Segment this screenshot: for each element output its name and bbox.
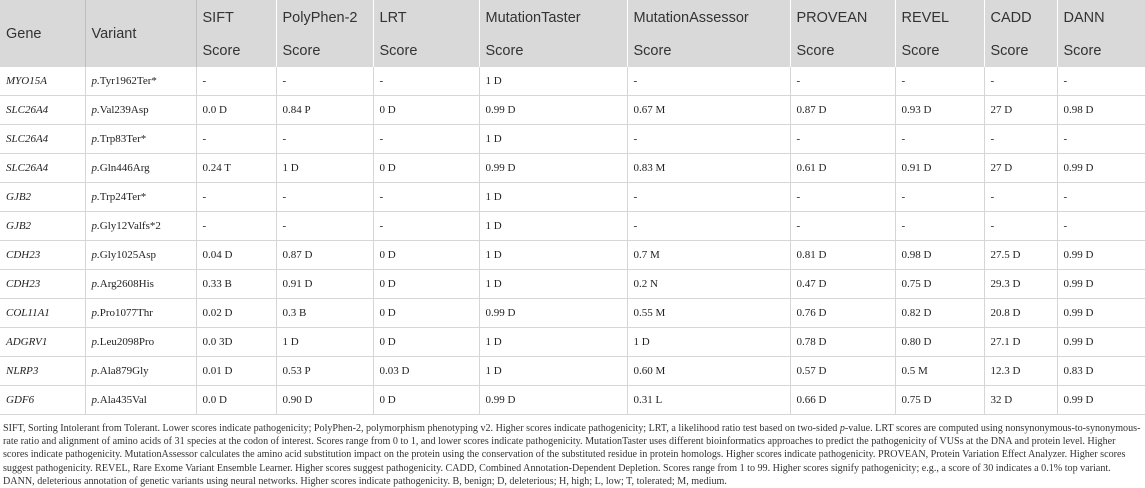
score-cell: - — [790, 183, 895, 212]
score-cell: 0 D — [373, 328, 479, 357]
score-cell: 0.31 L — [627, 386, 790, 415]
score-cell: 0.7 M — [627, 241, 790, 270]
score-cell: 0.0 D — [196, 96, 276, 125]
score-cell: 0.78 D — [790, 328, 895, 357]
score-cell: 1 D — [479, 67, 627, 96]
variant-cell — [85, 328, 196, 357]
score-cell: - — [196, 67, 276, 96]
score-cell: 0.3 B — [276, 299, 373, 328]
score-cell: 0.61 D — [790, 154, 895, 183]
variant-name: Gly1025Asp — [99, 249, 156, 261]
col-header-polyphen2: PolyPhen-2 — [276, 0, 373, 35]
variant-cell — [85, 212, 196, 241]
table-row — [0, 67, 1145, 96]
table-row — [0, 386, 1145, 415]
variant-prefix: p. — [91, 336, 100, 348]
variant-name: Ala435Val — [99, 394, 147, 406]
table-row — [0, 154, 1145, 183]
score-cell: 1 D — [276, 328, 373, 357]
score-cell: - — [196, 125, 276, 154]
table-row — [0, 212, 1145, 241]
score-subheader: Score — [627, 35, 790, 67]
score-cell: 0.60 M — [627, 357, 790, 386]
score-cell: 29.3 D — [984, 270, 1057, 299]
variant-name: Val239Asp — [99, 104, 149, 116]
score-cell: 27 D — [984, 96, 1057, 125]
variant-name: Arg2608His — [99, 278, 154, 290]
header-row — [0, 0, 1145, 35]
gene-cell: GJB2 — [0, 212, 85, 241]
score-cell: 1 D — [479, 357, 627, 386]
score-cell: 0.99 D — [1057, 299, 1145, 328]
score-cell: 0.99 D — [1057, 386, 1145, 415]
score-cell: 0.01 D — [196, 357, 276, 386]
col-header-gene: Gene — [0, 0, 85, 67]
table-body — [0, 67, 1145, 415]
variant-prefix: p. — [91, 220, 100, 232]
table-row — [0, 125, 1145, 154]
score-cell: - — [984, 67, 1057, 96]
score-cell: 0.87 D — [790, 96, 895, 125]
col-header-dann: DANN — [1057, 0, 1145, 35]
col-header-provean: PROVEAN — [790, 0, 895, 35]
table-row — [0, 241, 1145, 270]
table-row — [0, 328, 1145, 357]
variant-cell — [85, 125, 196, 154]
score-cell: 0.47 D — [790, 270, 895, 299]
score-cell: 27.1 D — [984, 328, 1057, 357]
variant-cell — [85, 357, 196, 386]
score-cell: 0.67 M — [627, 96, 790, 125]
score-cell: - — [196, 212, 276, 241]
score-cell: 0 D — [373, 299, 479, 328]
footnote-p-italic: p — [839, 423, 845, 434]
score-cell: 0.75 D — [895, 270, 984, 299]
score-cell: - — [895, 125, 984, 154]
variant-prefix: p. — [91, 249, 100, 261]
score-subheader: Score — [276, 35, 373, 67]
score-cell: 0.83 M — [627, 154, 790, 183]
table-row — [0, 299, 1145, 328]
table-row — [0, 183, 1145, 212]
variant-prefix: p. — [91, 365, 100, 377]
score-cell: 0.80 D — [895, 328, 984, 357]
score-cell: 0.0 3D — [196, 328, 276, 357]
col-header-mutationassessor: MutationAssessor — [627, 0, 790, 35]
variant-prefix: p. — [91, 133, 100, 145]
score-cell: 0.55 M — [627, 299, 790, 328]
score-subheader: Score — [196, 35, 276, 67]
gene-cell: COL11A1 — [0, 299, 85, 328]
score-cell: 0.90 D — [276, 386, 373, 415]
score-cell: 0.33 B — [196, 270, 276, 299]
variant-name: Gly12Valfs*2 — [99, 220, 161, 232]
variant-name: Trp83Ter* — [99, 133, 147, 145]
score-cell: - — [1057, 67, 1145, 96]
score-cell: - — [1057, 125, 1145, 154]
score-cell: 0.75 D — [895, 386, 984, 415]
score-cell: 1 D — [479, 241, 627, 270]
variant-prefix: p. — [91, 162, 100, 174]
score-cell: 0.99 D — [1057, 241, 1145, 270]
score-cell: - — [984, 183, 1057, 212]
variant-cell — [85, 299, 196, 328]
col-header-sift: SIFT — [196, 0, 276, 35]
table-row — [0, 270, 1145, 299]
col-header-variant: Variant — [85, 0, 196, 67]
score-cell: - — [1057, 183, 1145, 212]
score-cell: 1 D — [276, 154, 373, 183]
variant-prefix: p. — [91, 104, 100, 116]
score-cell: 0.57 D — [790, 357, 895, 386]
gene-cell: CDH23 — [0, 270, 85, 299]
score-cell: 0 D — [373, 96, 479, 125]
score-cell: 0.91 D — [895, 154, 984, 183]
gene-cell: ADGRV1 — [0, 328, 85, 357]
score-cell: 1 D — [627, 328, 790, 357]
score-cell: 1 D — [479, 328, 627, 357]
gene-cell: MYO15A — [0, 67, 85, 96]
score-cell: 1 D — [479, 212, 627, 241]
variant-name: Ala879Gly — [99, 365, 149, 377]
score-cell: - — [276, 67, 373, 96]
score-cell: 0.99 D — [479, 154, 627, 183]
table-row — [0, 96, 1145, 125]
variant-name: Tyr1962Ter* — [99, 75, 157, 87]
col-header-cadd: CADD — [984, 0, 1057, 35]
score-cell: - — [790, 212, 895, 241]
gene-cell: SLC26A4 — [0, 96, 85, 125]
score-cell: 1 D — [479, 183, 627, 212]
variant-name: Gln446Arg — [99, 162, 150, 174]
score-cell: 0.91 D — [276, 270, 373, 299]
score-cell: 0.53 P — [276, 357, 373, 386]
score-cell: - — [627, 125, 790, 154]
score-cell: - — [373, 212, 479, 241]
score-cell: 0.99 D — [1057, 270, 1145, 299]
footnote-text-2: -value. LRT scores are computed using nonsynonymous-to-synonymous-rate ratio and alignment of amino acids of 31 species at the codon of interest. Scores range from 0 to 1, and lower scores indicate pathogenicity. MutationTaster uses different bioinformatics approaches to predict the pathogenicity of VUSs at the DNA and protein level. Higher scores indicate pathogenicity. MutationAssessor calculates the amino acid substitution impact on the protein using the conservation of the substituted residue in protein homologs. Higher scores indicate pathogenicity. PROVEAN, Protein Variation Effect Analyzer. Higher scores suggest pathogenicity. REVEL, Rare Exome Variant Ensemble Learner. Higher scores suggest pathogenicity. CADD, Combined Annotation-Dependent Depletion. Scores range from 1 to 99. Higher scores signify pathogenicity; e.g., a score of 30 indicates a 0.1% top variant. DANN, deleterious annotation of genetic variants using neural networks. Higher scores indicate pathogenicity. B, benign; D, deleterious; H, high; L, low; T, tolerated; M, medium. — [3, 423, 1141, 487]
gene-cell: CDH23 — [0, 241, 85, 270]
variant-name: Leu2098Pro — [99, 336, 155, 348]
score-cell: - — [276, 125, 373, 154]
gene-cell: NLRP3 — [0, 357, 85, 386]
score-cell: 27 D — [984, 154, 1057, 183]
score-cell: - — [627, 67, 790, 96]
score-subheader: Score — [479, 35, 627, 67]
score-cell: - — [373, 183, 479, 212]
variant-prefix: p. — [91, 191, 100, 203]
score-cell: 0.99 D — [479, 96, 627, 125]
score-cell: - — [373, 67, 479, 96]
score-cell: 0.2 N — [627, 270, 790, 299]
score-cell: - — [627, 183, 790, 212]
score-cell: 0.99 D — [1057, 154, 1145, 183]
score-cell: 1 D — [479, 270, 627, 299]
score-subheader: Score — [984, 35, 1057, 67]
variant-cell — [85, 154, 196, 183]
score-cell: 27.5 D — [984, 241, 1057, 270]
score-cell: 0.84 P — [276, 96, 373, 125]
score-cell: 0.5 M — [895, 357, 984, 386]
variant-name: Trp24Ter* — [99, 191, 147, 203]
score-cell: 0 D — [373, 154, 479, 183]
variant-cell — [85, 96, 196, 125]
variant-cell — [85, 386, 196, 415]
gene-cell: SLC26A4 — [0, 125, 85, 154]
score-cell: 1 D — [479, 125, 627, 154]
score-cell: 0.99 D — [479, 386, 627, 415]
gene-cell: SLC26A4 — [0, 154, 85, 183]
score-cell: - — [627, 212, 790, 241]
variant-cell — [85, 270, 196, 299]
footnote-text-1: SIFT, Sorting Intolerant from Tolerant. Lower scores indicate pathogenicity; PolyPhen-2, polymorphism phenotyping v2. Higher scores indicate pathogenicity; LRT, a likelihood ratio test based on two-sided — [3, 423, 840, 434]
score-cell: - — [984, 212, 1057, 241]
score-cell: - — [276, 183, 373, 212]
variant-cell — [85, 183, 196, 212]
score-cell: 0.93 D — [895, 96, 984, 125]
variant-prefix: p. — [91, 278, 100, 290]
score-cell: - — [276, 212, 373, 241]
score-cell: 0.83 D — [1057, 357, 1145, 386]
score-cell: 0.04 D — [196, 241, 276, 270]
score-cell: - — [1057, 212, 1145, 241]
col-header-revel: REVEL — [895, 0, 984, 35]
score-cell: 0.03 D — [373, 357, 479, 386]
score-cell: 0.24 T — [196, 154, 276, 183]
score-cell: - — [196, 183, 276, 212]
variant-prefix: p. — [91, 75, 100, 87]
score-cell: 0.99 D — [479, 299, 627, 328]
score-cell: 0.76 D — [790, 299, 895, 328]
score-subheader: Score — [790, 35, 895, 67]
col-header-lrt: LRT — [373, 0, 479, 35]
variant-prefix: p. — [91, 394, 100, 406]
gene-cell: GJB2 — [0, 183, 85, 212]
score-cell: - — [373, 125, 479, 154]
score-cell: - — [895, 212, 984, 241]
table-row — [0, 357, 1145, 386]
score-cell: - — [984, 125, 1057, 154]
score-cell: - — [895, 67, 984, 96]
score-cell: 20.8 D — [984, 299, 1057, 328]
score-cell: 0.81 D — [790, 241, 895, 270]
col-header-mutationtaster: MutationTaster — [479, 0, 627, 35]
score-cell: 0.82 D — [895, 299, 984, 328]
score-cell: 0.87 D — [276, 241, 373, 270]
score-cell: 0.98 D — [895, 241, 984, 270]
score-cell: 0.98 D — [1057, 96, 1145, 125]
score-cell: - — [790, 67, 895, 96]
gene-cell: GDF6 — [0, 386, 85, 415]
score-cell: 0.99 D — [1057, 328, 1145, 357]
table-footnote — [0, 415, 1145, 488]
score-cell: 32 D — [984, 386, 1057, 415]
variant-prefix: p. — [91, 307, 100, 319]
score-cell: 0.66 D — [790, 386, 895, 415]
score-subheader: Score — [895, 35, 984, 67]
score-cell: 0.02 D — [196, 299, 276, 328]
score-cell: 0 D — [373, 386, 479, 415]
score-subheader: Score — [1057, 35, 1145, 67]
score-cell: 12.3 D — [984, 357, 1057, 386]
variant-cell — [85, 67, 196, 96]
variant-name: Pro1077Thr — [99, 307, 153, 319]
variant-cell — [85, 241, 196, 270]
score-cell: 0 D — [373, 241, 479, 270]
score-cell: 0.0 D — [196, 386, 276, 415]
score-cell: - — [790, 125, 895, 154]
score-cell: 0 D — [373, 270, 479, 299]
score-subheader: Score — [373, 35, 479, 67]
score-cell: - — [895, 183, 984, 212]
